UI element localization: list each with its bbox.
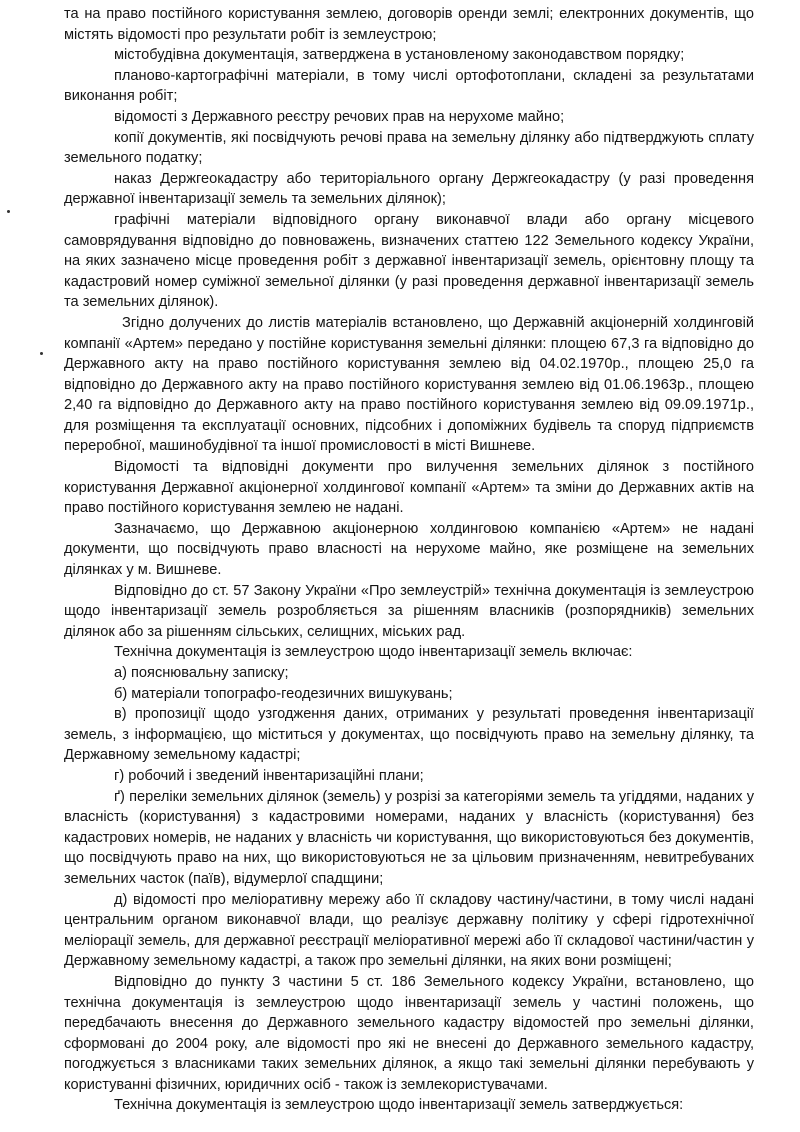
- paragraph: Технічна документація із землеустрою щодо інвентаризації земель включає:: [114, 644, 633, 661]
- paragraph: та на право постійного користування землею, договорів оренди землі; електронних документів, що містять відомості про результати робіт із землеустрою;: [64, 6, 754, 43]
- list-item: а) пояснювальну записку;: [114, 665, 289, 681]
- paragraph: відомості з Державного реєстру речових прав на нерухоме майно;: [114, 108, 565, 125]
- paragraph: Відомості та відповідні документи про вилучення земельних ділянок з постійного користування Державної акціонерної холдингової компанії «Артем» та зміни до Державних актів на право постійного користування землею не надані.: [64, 459, 754, 517]
- paragraph: графічні матеріали відповідного органу виконавчої влади або органу місцевого самоврядування відповідно до повноважень, визначених статтею 122 Земельного кодексу України, на яких зазначено місце проведення робіт з державної інвентаризації земель, орієнтовну площу та кадастровий номер суміжної земельної ділянки (у разі проведення державної інвентаризації земель та земельних ділянок).: [64, 211, 754, 311]
- paragraph: Технічна документація із землеустрою щодо інвентаризації земель затверджується:: [114, 1097, 684, 1114]
- list-item: г) робочий і зведений інвентаризаційні плани;: [114, 767, 424, 784]
- document-body: [64, 4, 754, 1116]
- paragraph: містобудівна документація, затверджена в установленому законодавством порядку;: [114, 47, 685, 64]
- paragraph: копії документів, які посвідчують речові права на земельну ділянку або підтверджують сплату земельного податку;: [64, 129, 754, 167]
- paragraph: планово-картографічні матеріали, в тому числі ортофотоплани, складені за результатами виконання робіт;: [64, 67, 754, 105]
- scan-speck: [40, 352, 43, 355]
- paragraph: наказ Держгеокадастру або територіального органу Держгеокадастру (у разі проведення державної інвентаризації земель та земельних ділянок);: [64, 170, 754, 208]
- paragraph: Згідно долучених до листів матеріалів встановлено, що Державній акціонерній холдинговій компанії «Артем» передано у постійне користування земельні ділянки: площею 67,3 га відповідно до Державного акту на право постійного користування землею від 04.02.1970р., площею 25,0 га відповідно до Державного акту на право постійного користування землею від 01.06.1963р., площею 2,40 га відповідно до Державного акту на право постійного користування землею від 09.09.1971р., для розміщення та експлуатації основних, підсобних і допоміжних будівель та споруд підприємств переробної, машинобудівної та іншої промисловості в місті Вишневе.: [64, 314, 754, 455]
- list-item: в) пропозиції щодо узгодження даних, отриманих у результаті проведення інвентаризації земель, з інформацією, що міститься у документах, що посвідчують право на земельну ділянку, та Державному земельному кадастрі;: [64, 706, 754, 764]
- paragraph: Відповідно до пункту 3 частини 5 ст. 186 Земельного кодексу України, встановлено, що технічна документація із землеустрою щодо інвентаризації земель у частині положень, що передбачають внесення до Державного земельного кадастру відомостей про земельні ділянки, сформовані до 2004 року, але відомості про які не внесені до Державного земельного кадастру, погоджується з власниками таких земельних ділянок, а якщо такі земельні ділянки перебувають у користуванні фізичних, юридичних осіб - також із землекористувачами.: [64, 973, 754, 1093]
- list-item: ґ) переліки земельних ділянок (земель) у розрізі за категоріями земель та угіддями, наданих у власність (користування) з кадастровими номерами, наданих у власність (користування) без кадастрових номерів, не наданих у власність чи користування, що використовуються без документів, що посвідчують право на них, що використовуються не за цільовим призначенням, невитребуваних земельних часток (паїв), відумерлої спадщини;: [64, 788, 754, 887]
- list-item: б) матеріали топографо-геодезичних вишукувань;: [114, 685, 453, 702]
- list-item: д) відомості про меліоративну мережу або її складову частину/частини, в тому числі надані центральним органом виконавчої влади, що реалізує державну політику у сфері гідротехнічної меліорації земель, для державної реєстрації меліоративної мережі або її складової частини/частин у Державному земельному кадастрі, а також про земельні ділянки, на яких вони розміщені;: [64, 891, 754, 970]
- paragraph: Відповідно до ст. 57 Закону України «Про землеустрій» технічна документація із землеустрою щодо інвентаризації земель розробляється за рішенням власників (розпорядників) земельних ділянок або за рішенням сільських, селищних, міських рад.: [64, 582, 754, 640]
- paragraph: Зазначаємо, що Державною акціонерною холдинговою компанією «Артем» не надані документи, що посвідчують право власності на нерухоме майно, яке розміщене на земельних ділянках у м. Вишневе.: [64, 520, 754, 579]
- scan-speck: [7, 210, 10, 213]
